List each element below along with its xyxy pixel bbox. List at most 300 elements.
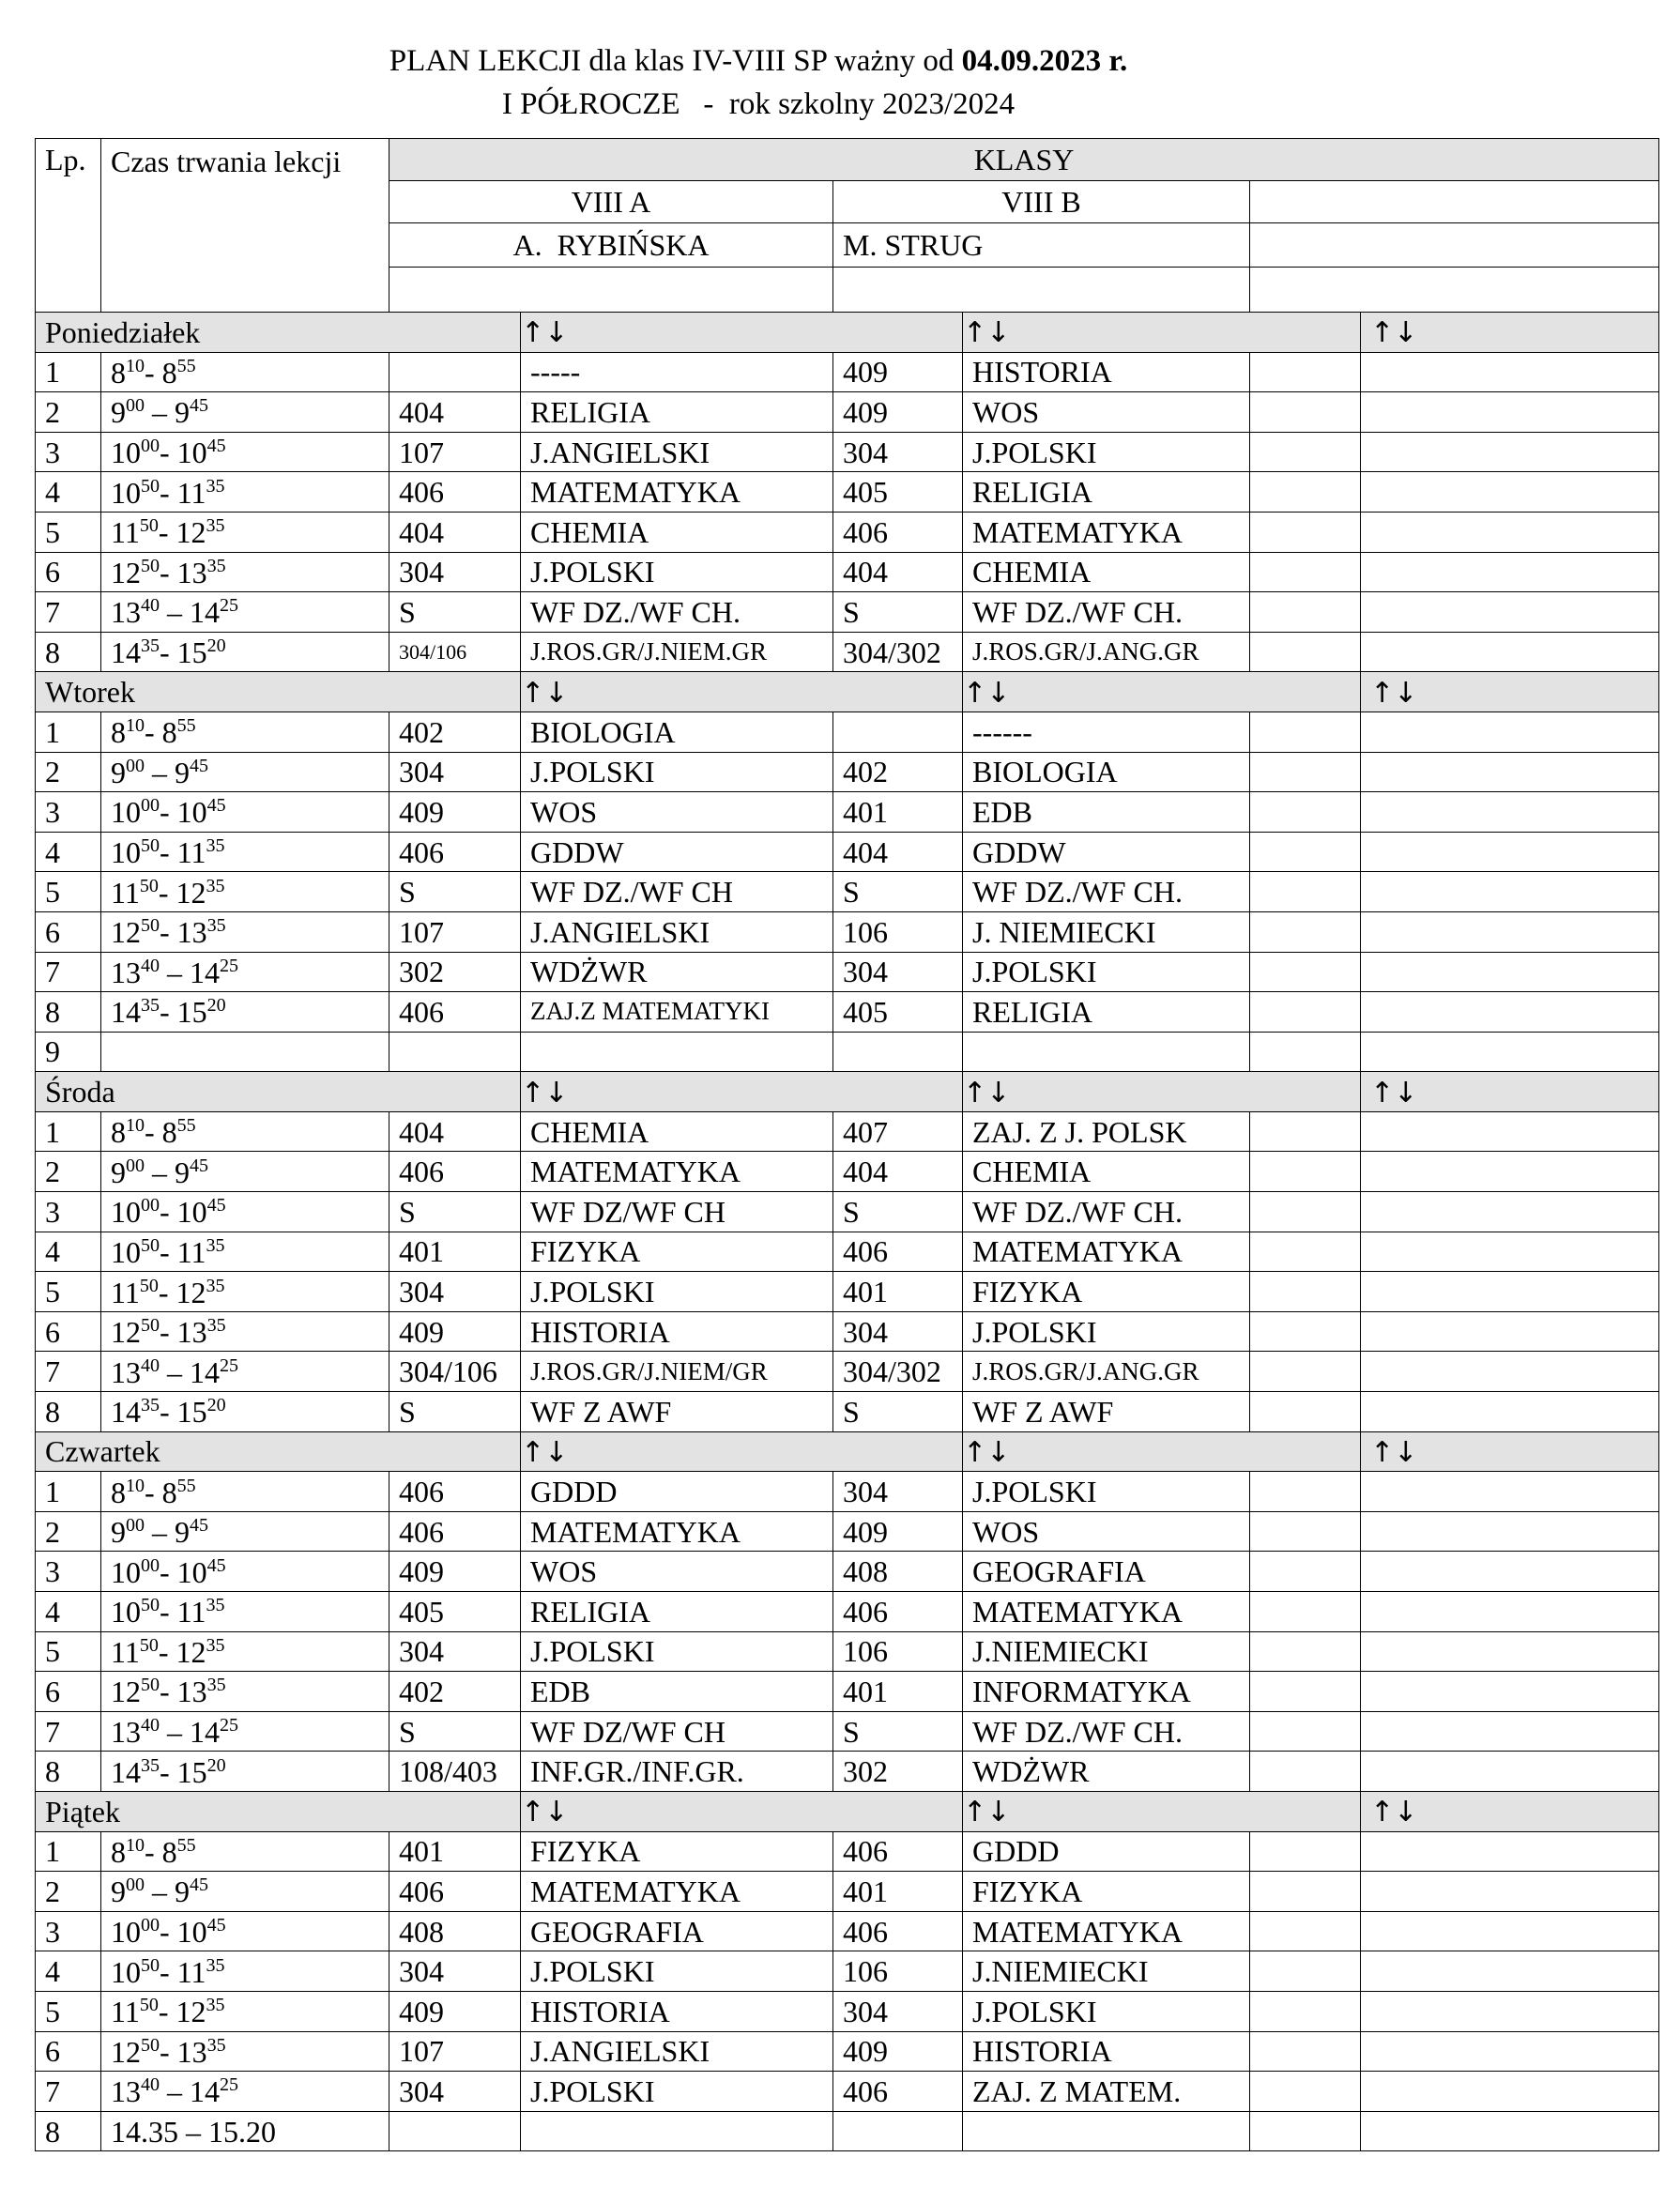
time-end-minute: 55 (176, 1115, 196, 1137)
time-start-minute: 50 (141, 835, 160, 857)
room-a: 406 (389, 832, 521, 872)
empty-cell (1250, 711, 1361, 752)
time-end-minute: 55 (176, 1834, 196, 1856)
lesson-time (101, 432, 389, 472)
time-end-minute: 25 (220, 1354, 238, 1376)
room-a: 304 (389, 752, 521, 792)
subject-a: ----- (521, 352, 833, 392)
empty-cell (1361, 1192, 1659, 1232)
time-start-minute: 50 (141, 475, 160, 497)
subject-a: WF DZ/WF CH (521, 1192, 833, 1232)
room-a: 406 (389, 1472, 521, 1512)
lesson-number: 9 (36, 1032, 101, 1072)
time-start-minute: 00 (141, 436, 160, 457)
swap-arrow-icon (521, 672, 963, 712)
empty-cell (1250, 1911, 1361, 1951)
time-start-hour: 10 (111, 835, 141, 870)
lesson-time (101, 711, 389, 752)
lesson-number: 4 (36, 1592, 101, 1632)
empty-cell (1250, 1951, 1361, 1992)
room-b: 304 (833, 1991, 963, 2031)
swap-arrow-icon (521, 1431, 963, 1472)
lesson-time (101, 792, 389, 833)
time-start-minute: 50 (139, 1995, 159, 2016)
swap-arrow-icon (1361, 313, 1659, 353)
room-a (389, 2111, 521, 2151)
swap-arrow-icon (521, 313, 963, 353)
lesson-row (36, 1592, 1659, 1632)
lesson-number: 7 (36, 1711, 101, 1752)
lesson-row (36, 472, 1659, 513)
lesson-time (101, 1711, 389, 1752)
lesson-time (101, 1631, 389, 1672)
time-end-minute: 20 (206, 995, 226, 1017)
empty-cell (1361, 1911, 1659, 1951)
header-class-b: VIII B (833, 181, 1250, 223)
time-end-minute: 35 (206, 475, 225, 497)
room-b: 304 (833, 952, 963, 992)
lesson-row (36, 711, 1659, 752)
lesson-time (101, 1831, 389, 1872)
time-start-hour: 8 (111, 1115, 126, 1150)
empty-cell (1361, 1232, 1659, 1272)
empty-cell (1250, 2031, 1361, 2072)
time-start-minute: 40 (141, 595, 160, 617)
time-end-minute: 25 (220, 955, 238, 976)
time-start-hour: 12 (111, 555, 141, 589)
time-end-hour: – 9 (145, 1155, 190, 1189)
empty-cell (1250, 1192, 1361, 1232)
subject-b: MATEMATYKA (963, 1232, 1250, 1272)
empty-cell (1361, 992, 1659, 1033)
time-end-minute: 45 (206, 795, 226, 817)
swap-arrow-icon (1361, 1431, 1659, 1472)
empty-cell (1250, 1872, 1361, 1912)
subject-a: MATEMATYKA (521, 1152, 833, 1192)
lesson-time (101, 1032, 389, 1072)
time-start-hour: 12 (111, 915, 141, 950)
swap-arrow-icon (521, 1072, 963, 1112)
subject-b: J.ROS.GR/J.ANG.GR (963, 1352, 1250, 1392)
day-name: Wtorek (36, 672, 521, 712)
lesson-number: 6 (36, 552, 101, 592)
lesson-number: 3 (36, 1552, 101, 1592)
time-start-minute: 50 (141, 1954, 160, 1976)
lesson-time (101, 1472, 389, 1512)
lesson-time (101, 752, 389, 792)
subject-b: WOS (963, 392, 1250, 433)
lesson-number: 2 (36, 1152, 101, 1192)
room-a: 107 (389, 911, 521, 952)
time-end-minute: 35 (206, 2034, 226, 2056)
empty-cell (1361, 792, 1659, 833)
room-b: 401 (833, 1272, 963, 1312)
time-start-minute: 00 (141, 1915, 160, 1936)
time-start-minute: 50 (139, 1634, 159, 1656)
empty-cell (1361, 1472, 1659, 1512)
room-b: 406 (833, 512, 963, 552)
room-a: 402 (389, 711, 521, 752)
time-end-minute: 35 (206, 555, 226, 576)
time-end-minute: 45 (190, 1874, 208, 1896)
room-b: 106 (833, 911, 963, 952)
subject-b: ZAJ. Z MATEM. (963, 2072, 1250, 2112)
room-b: 401 (833, 792, 963, 833)
day-name: Piątek (36, 1791, 521, 1831)
subject-b: CHEMIA (963, 552, 1250, 592)
time-start-minute: 00 (141, 1554, 160, 1576)
time-start-minute: 50 (141, 1315, 160, 1337)
swap-arrow-icon (1361, 672, 1659, 712)
lesson-number: 8 (36, 992, 101, 1033)
room-a: 304 (389, 1631, 521, 1672)
time-end-hour: - 8 (145, 355, 177, 390)
time-end-hour: - 15 (160, 1754, 207, 1789)
time-start-hour: 10 (111, 475, 141, 510)
swap-arrow-icon (963, 672, 1361, 712)
subject-b: GEOGRAFIA (963, 1552, 1250, 1592)
lesson-row (36, 1552, 1659, 1592)
time-start-minute: 10 (126, 1115, 145, 1137)
lesson-time (101, 2111, 389, 2151)
room-a: S (389, 1392, 521, 1432)
time-end-hour: - 11 (160, 835, 206, 870)
room-a: 406 (389, 1872, 521, 1912)
lesson-number: 6 (36, 1311, 101, 1352)
subject-a: J.ANGIELSKI (521, 911, 833, 952)
room-b: 304 (833, 1472, 963, 1512)
time-end-minute: 25 (220, 2074, 238, 2096)
lesson-row (36, 872, 1659, 912)
time-end-minute: 45 (206, 1554, 226, 1576)
subject-b: WDŻWR (963, 1752, 1250, 1792)
lesson-row (36, 952, 1659, 992)
empty-cell (1361, 432, 1659, 472)
room-b: 304/302 (833, 632, 963, 672)
lesson-number: 1 (36, 1472, 101, 1512)
empty-cell (1250, 1831, 1361, 1872)
lesson-row (36, 512, 1659, 552)
subject-b: WF DZ./WF CH. (963, 872, 1250, 912)
lesson-time (101, 1592, 389, 1632)
subject-b: RELIGIA (963, 472, 1250, 513)
lesson-time (101, 911, 389, 952)
time-end-hour: - 13 (160, 1315, 207, 1350)
empty-cell (1361, 1032, 1659, 1072)
room-b: S (833, 1192, 963, 1232)
lesson-number: 7 (36, 592, 101, 633)
empty-cell (1361, 1272, 1659, 1312)
time-end-hour: – 14 (160, 595, 220, 630)
lesson-row (36, 352, 1659, 392)
lesson-row (36, 1911, 1659, 1951)
time-end-minute: 45 (190, 1515, 208, 1537)
subject-b: J.NIEMIECKI (963, 1951, 1250, 1992)
swap-arrow-icon (1361, 1072, 1659, 1112)
time-start-hour: 10 (111, 436, 141, 470)
lesson-number: 3 (36, 432, 101, 472)
time-start-hour: 8 (111, 1834, 126, 1869)
empty-cell (1361, 632, 1659, 672)
lesson-row (36, 1272, 1659, 1312)
subject-a: RELIGIA (521, 392, 833, 433)
empty-cell (1250, 1511, 1361, 1552)
lesson-number: 2 (36, 1872, 101, 1912)
time-end-hour: - 12 (158, 1634, 206, 1669)
lesson-time (101, 1111, 389, 1152)
time-start-hour: 13 (111, 2074, 141, 2109)
empty-cell (1250, 1392, 1361, 1432)
time-end-hour: – 14 (160, 955, 220, 989)
lesson-time (101, 592, 389, 633)
lesson-time (101, 1192, 389, 1232)
lesson-row (36, 1232, 1659, 1272)
empty-cell (1250, 592, 1361, 633)
time-start-minute: 10 (126, 1475, 145, 1496)
room-a: 409 (389, 792, 521, 833)
day-row (36, 1072, 1659, 1112)
time-start-hour: 10 (111, 1234, 141, 1269)
room-a: S (389, 592, 521, 633)
subject-a: MATEMATYKA (521, 472, 833, 513)
subject-a: J.POLSKI (521, 2072, 833, 2112)
subject-b (963, 2111, 1250, 2151)
header-class-empty (1250, 181, 1659, 223)
header-teacher-a: A. RYBIŃSKA (389, 223, 833, 268)
day-row (36, 313, 1659, 353)
arrow-text: ↑↓ (1370, 676, 1418, 710)
subject-a: CHEMIA (521, 1111, 833, 1152)
lesson-time (101, 992, 389, 1033)
room-b: 401 (833, 1872, 963, 1912)
lesson-row (36, 1472, 1659, 1512)
empty-cell (1250, 792, 1361, 833)
arrow-text: ↑↓ (521, 1076, 569, 1109)
room-b: 401 (833, 1672, 963, 1712)
arrow-text: ↑↓ (1370, 1076, 1418, 1109)
time-end-minute: 35 (206, 835, 225, 857)
subject-b: EDB (963, 792, 1250, 833)
time-end-minute: 55 (176, 355, 196, 376)
subject-a: EDB (521, 1672, 833, 1712)
lesson-row (36, 752, 1659, 792)
empty-cell (1361, 1711, 1659, 1752)
room-b: 304 (833, 432, 963, 472)
empty-cell (1250, 1552, 1361, 1592)
schedule-table (35, 138, 1659, 2151)
empty-cell (1361, 832, 1659, 872)
arrow-text: ↑↓ (1370, 1796, 1418, 1829)
subject-a: GDDW (521, 832, 833, 872)
lesson-row (36, 592, 1659, 633)
empty-cell (1250, 432, 1361, 472)
time-start-minute: 35 (141, 1395, 160, 1416)
subject-b: J.ROS.GR/J.ANG.GR (963, 632, 1250, 672)
time-end-hour: – 14 (160, 2074, 220, 2109)
room-b: 409 (833, 1511, 963, 1552)
time-end-hour: - 12 (158, 1995, 206, 2029)
time-end-hour: - 10 (160, 1554, 207, 1589)
time-end-minute: 35 (206, 875, 225, 896)
room-a: 406 (389, 472, 521, 513)
subject-b: FIZYKA (963, 1272, 1250, 1312)
time-end-minute: 45 (190, 755, 208, 776)
lesson-row (36, 1352, 1659, 1392)
subject-a: INF.GR./INF.GR. (521, 1752, 833, 1792)
empty-cell (1250, 1232, 1361, 1272)
time-end-minute: 45 (190, 1155, 208, 1176)
time-end-minute: 45 (206, 1195, 226, 1216)
room-b: 404 (833, 832, 963, 872)
room-b: 106 (833, 1951, 963, 1992)
lesson-number: 5 (36, 1991, 101, 2031)
time-start-hour: 10 (111, 795, 141, 830)
room-a: 304/106 (389, 1352, 521, 1392)
empty-cell (1361, 1511, 1659, 1552)
time-end-hour: - 15 (160, 635, 207, 670)
day-row (36, 1791, 1659, 1831)
subject-b: J.POLSKI (963, 1311, 1250, 1352)
time-start-hour: 12 (111, 1315, 141, 1350)
time-start-hour: 10 (111, 1915, 141, 1950)
lesson-row (36, 432, 1659, 472)
arrow-text: ↑↓ (963, 1796, 1011, 1829)
day-name: Czwartek (36, 1431, 521, 1472)
title-line-2: I PÓŁROCZE - rok szkolny 2023/2024 (501, 87, 1016, 121)
room-b: 408 (833, 1552, 963, 1592)
subject-a: WDŻWR (521, 952, 833, 992)
subject-b: WF DZ./WF CH. (963, 1711, 1250, 1752)
lesson-row (36, 1752, 1659, 1792)
empty-cell (1250, 632, 1361, 672)
lesson-row (36, 552, 1659, 592)
room-a: 406 (389, 1511, 521, 1552)
subject-b (963, 1032, 1250, 1072)
time-start-minute: 50 (139, 1275, 159, 1296)
time-end-hour: - 11 (160, 1954, 206, 1989)
lesson-row (36, 1111, 1659, 1152)
time-start-hour: 8 (111, 355, 126, 390)
subject-a: J.POLSKI (521, 552, 833, 592)
time-end-minute: 25 (220, 595, 238, 617)
time-end-hour: - 13 (160, 915, 207, 950)
time-end-hour: - 10 (160, 436, 207, 470)
lesson-time (101, 632, 389, 672)
swap-arrow-icon (963, 1431, 1361, 1472)
time-start-hour: 14 (111, 1754, 141, 1789)
room-b: 409 (833, 392, 963, 433)
arrow-text: ↑↓ (1370, 316, 1418, 350)
empty-cell (1250, 552, 1361, 592)
lesson-number: 1 (36, 1831, 101, 1872)
lesson-time (101, 952, 389, 992)
lesson-time (101, 1352, 389, 1392)
empty-cell (1250, 1592, 1361, 1632)
time-start-hour: 9 (111, 755, 126, 789)
lesson-time (101, 2031, 389, 2072)
subject-a (521, 1032, 833, 1072)
time-end-minute: 35 (206, 1995, 225, 2016)
lesson-row (36, 1991, 1659, 2031)
lesson-number: 2 (36, 392, 101, 433)
lesson-number: 8 (36, 1752, 101, 1792)
empty-cell (1250, 392, 1361, 433)
lesson-time (101, 1672, 389, 1712)
time-end-hour: – 14 (160, 1354, 220, 1389)
time-end-minute: 35 (206, 1234, 225, 1256)
subject-a: CHEMIA (521, 512, 833, 552)
lesson-row (36, 2111, 1659, 2151)
empty-cell (1250, 992, 1361, 1033)
day-name: Środa (36, 1072, 521, 1112)
time-start-minute: 50 (141, 915, 160, 937)
empty-cell (1250, 352, 1361, 392)
time-start-hour: 14 (111, 635, 141, 670)
swap-arrow-icon (963, 313, 1361, 353)
room-a: 302 (389, 952, 521, 992)
title-date: 04.09.2023 r. (961, 44, 1128, 78)
lesson-row (36, 1511, 1659, 1552)
lesson-time (101, 1911, 389, 1951)
subject-b: BIOLOGIA (963, 752, 1250, 792)
empty-cell (1250, 1472, 1361, 1512)
time-end-hour: - 8 (145, 1475, 177, 1509)
lesson-row (36, 632, 1659, 672)
room-b: 404 (833, 1152, 963, 1192)
time-end-hour: - 15 (160, 1395, 207, 1430)
room-a: S (389, 1192, 521, 1232)
lesson-number: 5 (36, 1631, 101, 1672)
empty-cell (1361, 1592, 1659, 1632)
subject-a: GDDD (521, 1472, 833, 1512)
lesson-row (36, 2031, 1659, 2072)
lesson-number: 5 (36, 512, 101, 552)
time-end-hour: – 9 (145, 395, 190, 430)
arrow-text: ↑↓ (521, 1796, 569, 1829)
lesson-time (101, 1392, 389, 1432)
room-a: 108/403 (389, 1752, 521, 1792)
empty-cell (1361, 1631, 1659, 1672)
empty-cell (1250, 2111, 1361, 2151)
room-a: 404 (389, 512, 521, 552)
empty-cell (1361, 752, 1659, 792)
empty-cell (1361, 2111, 1659, 2151)
title-prefix: PLAN LEKCJI dla klas IV-VIII SP ważny od (389, 44, 962, 78)
empty-cell (1250, 872, 1361, 912)
room-b: S (833, 592, 963, 633)
empty-cell (1361, 872, 1659, 912)
subject-b: J.POLSKI (963, 1472, 1250, 1512)
lesson-number: 4 (36, 832, 101, 872)
empty-cell (1361, 952, 1659, 992)
empty-cell (1250, 472, 1361, 513)
empty-cell (1361, 512, 1659, 552)
empty-cell (1361, 1672, 1659, 1712)
time-start-minute: 35 (141, 635, 160, 657)
time-start-hour: 14 (111, 995, 141, 1030)
subject-a: J.ANGIELSKI (521, 2031, 833, 2072)
subject-a: BIOLOGIA (521, 711, 833, 752)
room-a (389, 1032, 521, 1072)
empty-cell (1250, 512, 1361, 552)
time-start-minute: 00 (126, 755, 145, 776)
lesson-time (101, 392, 389, 433)
lesson-row (36, 1711, 1659, 1752)
room-a (389, 352, 521, 392)
empty-cell (1361, 392, 1659, 433)
time-end-hour: – 9 (145, 1515, 190, 1550)
room-a: 406 (389, 992, 521, 1033)
